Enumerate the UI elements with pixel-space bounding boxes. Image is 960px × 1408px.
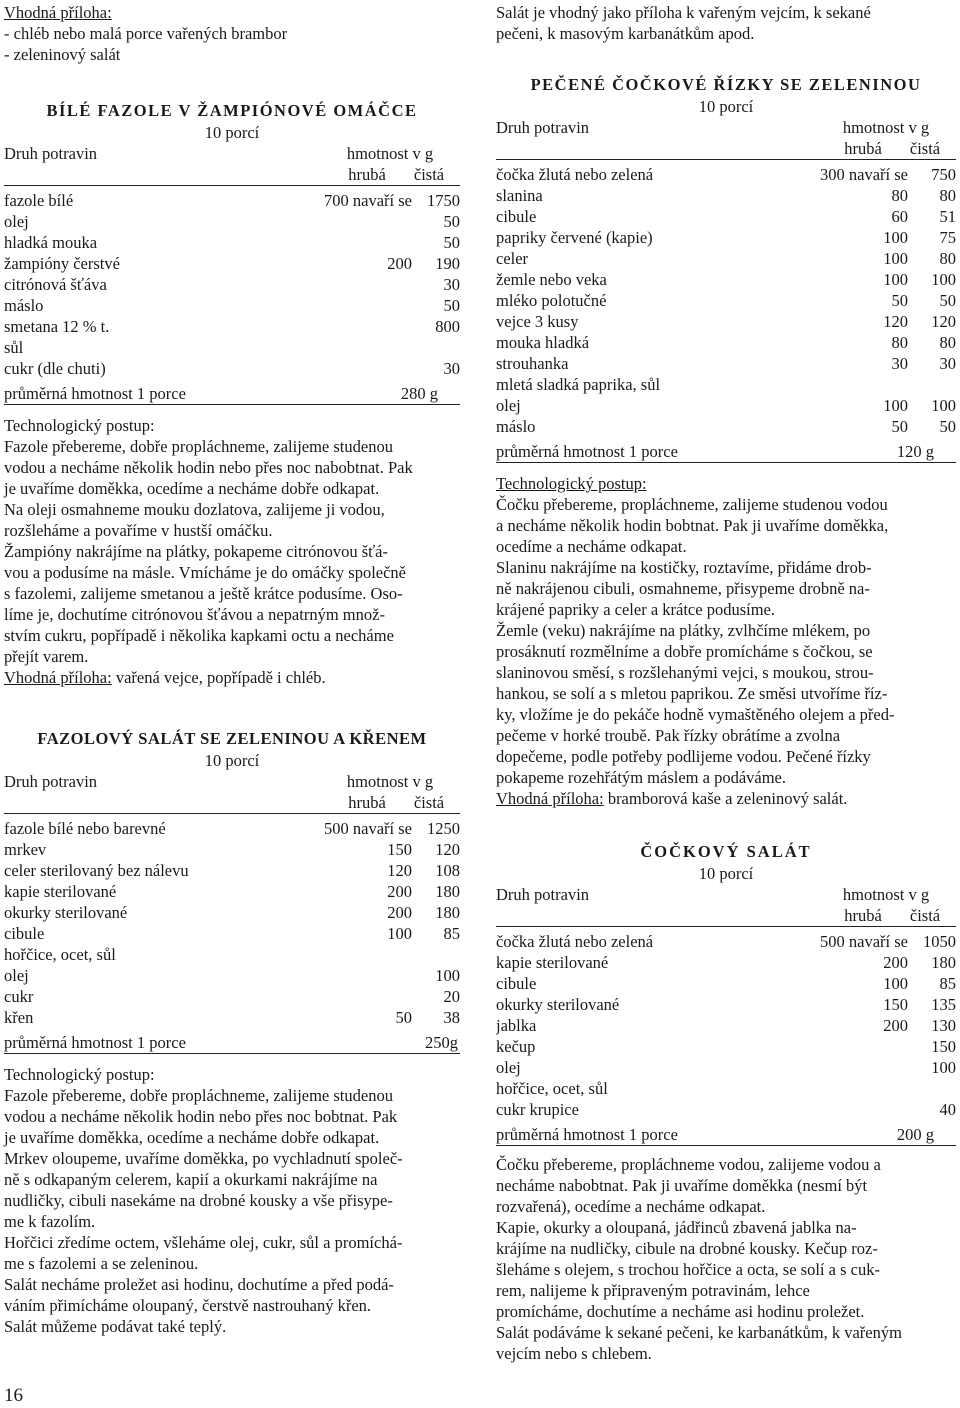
text-line: je uvaříme doměkka, ocedíme a necháme dobře odkapat.: [4, 1128, 380, 1147]
text-line: Salát podáváme k sekané pečeni, ke karbanátkům, k vařeným: [496, 1323, 902, 1342]
ingredient-name: křen: [4, 1008, 34, 1027]
ingredient-net: [908, 1078, 956, 1099]
ingredient-name: fazole bílé: [4, 191, 74, 210]
table-header: [496, 117, 956, 138]
text-line: je uvaříme doměkka, ocedíme a necháme dobře odkapat.: [4, 479, 380, 498]
ingredient-net: 50: [939, 291, 956, 310]
ingredient-net: 1750: [427, 191, 460, 210]
recipe-title: PEČENÉ ČOČKOVÉ ŘÍZKY SE ZELENINOU: [530, 75, 922, 94]
text-line: Na oleji osmahneme mouku dozlatova, zalijeme ji vodou,: [4, 500, 385, 519]
col-gross: hrubá: [844, 139, 882, 158]
col-food: Druh potravin: [496, 118, 590, 137]
text-line: Salát je vhodný jako příloha k vařeným vejcím, k sekané: [496, 3, 871, 22]
ingredient-net: 100: [435, 966, 460, 985]
average-weight: [4, 383, 460, 405]
ingredient-row: [496, 931, 956, 952]
ingredient-row: [4, 253, 460, 274]
text-line: Fazole přebereme, dobře propláchneme, zalijeme studenou: [4, 1086, 393, 1105]
ingredient-row: [496, 1015, 956, 1036]
ingredient-table: [4, 818, 460, 1028]
ingredient-table: [4, 190, 460, 379]
text-line: Mrkev oloupeme, uvaříme doměkka, po vychladnutí společ-: [4, 1149, 403, 1168]
table-subheader: [4, 792, 460, 814]
left-column: [4, 0, 460, 1337]
ingredient-row: [4, 923, 460, 944]
ingredient-gross: 200: [883, 953, 908, 972]
ingredient-name: olej: [496, 1058, 521, 1077]
ingredient-net: 100: [931, 396, 956, 415]
ingredient-gross: 120: [883, 312, 908, 331]
ingredient-row: [4, 818, 460, 839]
table-header: [4, 771, 460, 792]
ingredient-row: [4, 211, 460, 232]
ingredient-gross: 500 navaří se: [820, 932, 908, 951]
ingredient-row: [496, 374, 956, 395]
ingredient-net: 120: [931, 312, 956, 331]
ingredient-net: 180: [435, 882, 460, 901]
recipe-text: [496, 1154, 956, 1364]
ingredient-table: [496, 931, 956, 1120]
ingredient-name: smetana 12 % t.: [4, 317, 110, 336]
ingredient-row: [496, 1036, 956, 1057]
ingredient-row: [496, 269, 956, 290]
text-line: Fazole přebereme, dobře propláchneme, zalijeme studenou: [4, 437, 393, 456]
text-line: promícháme, dochutíme a necháme asi hodinu proležet.: [496, 1302, 865, 1321]
recipe-text: [4, 436, 460, 667]
ingredient-row: [4, 860, 460, 881]
avg-value: 120 g: [896, 442, 934, 461]
text-line: šleháme s olejem, s trochou hořčice a octa, se solí a s cuk-: [496, 1260, 880, 1279]
ingredient-net: 20: [443, 987, 460, 1006]
ingredient-net: 180: [435, 903, 460, 922]
text-line: me k fazolím.: [4, 1212, 96, 1231]
ingredient-net: 85: [443, 924, 460, 943]
ingredient-gross: 100: [883, 228, 908, 247]
ingredient-net: 108: [435, 861, 460, 880]
ingredient-gross: 100: [883, 249, 908, 268]
ingredient-row: [4, 295, 460, 316]
ingredient-row: [4, 1007, 460, 1028]
intro-label: Vhodná příloha:: [4, 3, 112, 22]
portions: 10 porcí: [204, 123, 260, 142]
ingredient-net: 1050: [923, 932, 956, 951]
text-line: vou a podusíme na másle. Vmícháme je do omáčky společně: [4, 563, 407, 582]
ingredient-row: [4, 881, 460, 902]
ingredient-name: mletá sladká paprika, sůl: [496, 375, 661, 394]
text-line: Hořčici zředíme octem, všleháme olej, cukr, sůl a promíchá-: [4, 1233, 403, 1252]
text-line: Žampióny nakrájíme na plátky, pokapeme citrónovou šťá-: [4, 542, 388, 561]
col-net: čistá: [413, 165, 445, 184]
ingredient-name: kapie sterilované: [4, 882, 117, 901]
portions: 10 porcí: [204, 751, 260, 770]
side-text: bramborová kaše a zeleninový salát.: [603, 789, 848, 808]
side-label: Vhodná příloha:: [4, 668, 112, 687]
intro-text: [496, 2, 956, 44]
text-line: rozšleháme a povaříme v hustší omáčku.: [4, 521, 273, 540]
side-text: vařená vejce, popřípadě i chléb.: [111, 668, 326, 687]
ingredient-gross: 700 navaří se: [324, 191, 412, 210]
col-food: Druh potravin: [4, 772, 98, 791]
ingredient-gross: 50: [891, 417, 908, 436]
ingredient-net: 30: [443, 275, 460, 294]
avg-value: 250g: [425, 1033, 458, 1052]
recipe-text: [496, 494, 956, 788]
recipe-title: BÍLÉ FAZOLE V ŽAMPIÓNOVÉ OMÁČCE: [46, 101, 418, 120]
ingredient-name: slanina: [496, 186, 543, 205]
text-line: vejcím nebo s chlebem.: [496, 1344, 652, 1363]
ingredient-net: [412, 944, 460, 965]
ingredient-row: [496, 248, 956, 269]
avg-value: 200 g: [896, 1125, 934, 1144]
ingredient-net: 120: [435, 840, 460, 859]
ingredient-net: 85: [939, 974, 956, 993]
ingredient-net: 40: [939, 1100, 956, 1119]
col-gross: hrubá: [348, 793, 386, 812]
ingredient-net: 80: [939, 333, 956, 352]
text-line: Čočku přebereme, propláchneme, zalijeme studenou vodou: [496, 495, 888, 514]
table-subheader: [4, 164, 460, 186]
ingredient-net: 80: [939, 186, 956, 205]
ingredient-table: [496, 164, 956, 437]
ingredient-gross: 300 navaří se: [820, 165, 908, 184]
ingredient-name: hladká mouka: [4, 233, 98, 252]
ingredient-name: vejce 3 kusy: [496, 312, 579, 331]
ingredient-name: cukr krupice: [496, 1100, 579, 1119]
ingredient-name: strouhanka: [496, 354, 569, 373]
ingredient-net: 100: [931, 270, 956, 289]
text-line: stvím cukru, popřípadě i několika kapkami octu a necháme: [4, 626, 394, 645]
col-gross: hrubá: [844, 906, 882, 925]
ingredient-name: sůl: [4, 338, 24, 357]
portions: 10 porcí: [698, 864, 754, 883]
table-subheader: [496, 905, 956, 927]
ingredient-net: 800: [435, 317, 460, 336]
text-line: váním přimícháme oloupaný, čerstvě nastrouhaný křen.: [4, 1296, 372, 1315]
ingredient-row: [4, 316, 460, 337]
ingredient-gross: 200: [883, 1016, 908, 1035]
ingredient-name: citrónová šťáva: [4, 275, 107, 294]
ingredient-net: 180: [931, 953, 956, 972]
text-line: přejít varem.: [4, 647, 89, 666]
ingredient-row: [4, 358, 460, 379]
ingredient-row: [496, 973, 956, 994]
ingredient-row: [4, 337, 460, 358]
ingredient-row: [4, 190, 460, 211]
ingredient-name: hořčice, ocet, sůl: [4, 945, 116, 964]
text-line: pečeme v horké troubě. Pak řízky obrátíme a zvolna: [496, 726, 841, 745]
ingredient-net: 100: [931, 1058, 956, 1077]
side-dish: [496, 788, 956, 809]
ingredient-net: 51: [939, 207, 956, 226]
ingredient-net: 75: [939, 228, 956, 247]
text-line: ocedíme a necháme odkapat.: [496, 537, 687, 556]
table-header: [4, 143, 460, 164]
ingredient-row: [496, 164, 956, 185]
text-line: ně s odkapaným celerem, kapií a okurkami nakrájíme na: [4, 1170, 378, 1189]
ingredient-row: [496, 395, 956, 416]
ingredient-net: 30: [939, 354, 956, 373]
text-line: necháme nabobtnat. Pak ji uvaříme doměkka (nesmí být: [496, 1176, 868, 1195]
ingredient-name: olej: [4, 212, 29, 231]
ingredient-net: 80: [939, 249, 956, 268]
ingredient-row: [496, 994, 956, 1015]
ingredient-row: [496, 206, 956, 227]
recipe-title: FAZOLOVÝ SALÁT SE ZELENINOU A KŘENEM: [37, 729, 427, 748]
recipe-text: [4, 1085, 460, 1337]
ingredient-row: [4, 839, 460, 860]
ingredient-row: [4, 902, 460, 923]
ingredient-name: mrkev: [4, 840, 47, 859]
ingredient-gross: 500 navaří se: [324, 819, 412, 838]
avg-label: průměrná hmotnost 1 porce: [4, 1033, 186, 1052]
col-weight: hmotnost v g: [842, 885, 930, 904]
ingredient-gross: 100: [883, 974, 908, 993]
text-line: krájíme na nudličky, cibule na drobné kousky. Kečup roz-: [496, 1239, 878, 1258]
ingredient-gross: 150: [883, 995, 908, 1014]
ingredient-row: [4, 232, 460, 253]
ingredient-row: [496, 290, 956, 311]
recipe-title: ČOČKOVÝ SALÁT: [640, 842, 812, 861]
ingredient-row: [496, 227, 956, 248]
ingredient-name: máslo: [4, 296, 44, 315]
average-weight: [496, 441, 956, 463]
ingredient-net: 135: [931, 995, 956, 1014]
page-number: 16: [4, 1385, 23, 1406]
ingredient-row: [4, 274, 460, 295]
ingredient-net: 130: [931, 1016, 956, 1035]
text-line: rozvařená), ocedíme a necháme odkapat.: [496, 1197, 766, 1216]
average-weight: [496, 1124, 956, 1146]
ingredient-net: 50: [939, 417, 956, 436]
text-line: Salát můžeme podávat také teplý.: [4, 1317, 227, 1336]
ingredient-gross: 120: [387, 861, 412, 880]
ingredient-net: [412, 337, 460, 358]
ingredient-name: žemle nebo veka: [496, 270, 607, 289]
ingredient-name: mouka hladká: [496, 333, 590, 352]
ingredient-name: cibule: [496, 974, 537, 993]
ingredient-gross: 50: [891, 291, 908, 310]
col-weight: hmotnost v g: [842, 118, 930, 137]
text-line: prosáknutí rozmělníme a dobře promícháme s čočkou, se: [496, 642, 873, 661]
ingredient-name: papriky červené (kapie): [496, 228, 653, 247]
ingredient-net: 150: [931, 1037, 956, 1056]
avg-label: průměrná hmotnost 1 porce: [496, 1125, 678, 1144]
intro-line: - zeleninový salát: [4, 45, 121, 64]
text-line: dopečeme, podle potřeby podlijeme vodou. Pečené řízky: [496, 747, 871, 766]
text-line: líme je, dochutíme citrónovou šťávou a nepatrným množ-: [4, 605, 385, 624]
ingredient-gross: 200: [387, 903, 412, 922]
ingredient-net: 50: [443, 233, 460, 252]
ingredient-name: máslo: [496, 417, 536, 436]
avg-label: průměrná hmotnost 1 porce: [496, 442, 678, 461]
text-line: a necháme několik hodin bobtnat. Pak ji uvaříme doměkka,: [496, 516, 889, 535]
ingredient-name: fazole bílé nebo barevné: [4, 819, 166, 838]
right-column: [496, 0, 956, 1364]
text-line: pokapeme rozehřátým máslem a podáváme.: [496, 768, 787, 787]
text-line: pečeni, k masovým karbanátkům apod.: [496, 24, 755, 43]
table-subheader: [496, 138, 956, 160]
ingredient-row: [496, 952, 956, 973]
ingredient-name: čočka žlutá nebo zelená: [496, 165, 654, 184]
ingredient-net: [908, 374, 956, 395]
table-header: [496, 884, 956, 905]
ingredient-name: celer sterilovaný bez nálevu: [4, 861, 189, 880]
ingredient-name: okurky sterilované: [4, 903, 128, 922]
col-net: čistá: [909, 906, 941, 925]
ingredient-gross: 100: [387, 924, 412, 943]
ingredient-row: [4, 944, 460, 965]
avg-label: průměrná hmotnost 1 porce: [4, 384, 186, 403]
col-net: čistá: [909, 139, 941, 158]
ingredient-gross: 80: [891, 186, 908, 205]
ingredient-name: olej: [4, 966, 29, 985]
ingredient-name: hořčice, ocet, sůl: [496, 1079, 608, 1098]
text-line: ky, vložíme je do pekáče hodně vymaštěného olejem a před-: [496, 705, 895, 724]
ingredient-gross: 200: [387, 254, 412, 273]
ingredient-row: [496, 1078, 956, 1099]
ingredient-net: 38: [443, 1008, 460, 1027]
col-food: Druh potravin: [4, 144, 98, 163]
tech-label: Technologický postup:: [4, 1065, 155, 1084]
ingredient-net: 750: [931, 165, 956, 184]
text-line: slaninovou směsí, s rozšlehanými vejci, s moukou, strou-: [496, 663, 874, 682]
tech-label: Technologický postup:: [496, 474, 647, 493]
text-line: hankou, se solí a s mletou paprikou. Ze směsi utvoříme říz-: [496, 684, 888, 703]
ingredient-net: 50: [443, 296, 460, 315]
ingredient-gross: 100: [883, 270, 908, 289]
side-dish: [4, 667, 460, 688]
portions: 10 porcí: [698, 97, 754, 116]
side-label: Vhodná příloha:: [496, 789, 604, 808]
ingredient-name: kečup: [496, 1037, 536, 1056]
ingredient-name: olej: [496, 396, 521, 415]
text-line: s fazolemi, zalijeme smetanou a ještě krátce podusíme. Oso-: [4, 584, 403, 603]
col-weight: hmotnost v g: [346, 144, 434, 163]
col-food: Druh potravin: [496, 885, 590, 904]
intro-line: - chléb nebo malá porce vařených brambor: [4, 24, 288, 43]
text-line: Žemle (veku) nakrájíme na plátky, zvlhčíme mlékem, po: [496, 621, 871, 640]
text-line: rem, nalijeme k připraveným potravinám, lehce: [496, 1281, 810, 1300]
ingredient-net: 50: [443, 212, 460, 231]
text-line: krájené papriky a celer a krátce podusíme.: [496, 600, 775, 619]
ingredient-gross: 30: [891, 354, 908, 373]
ingredient-name: čočka žlutá nebo zelená: [496, 932, 654, 951]
ingredient-gross: 200: [387, 882, 412, 901]
ingredient-gross: 50: [395, 1008, 412, 1027]
ingredient-name: cukr: [4, 987, 34, 1006]
ingredient-gross: 60: [891, 207, 908, 226]
col-weight: hmotnost v g: [346, 772, 434, 791]
ingredient-gross: 150: [387, 840, 412, 859]
ingredient-name: cibule: [496, 207, 537, 226]
ingredient-name: celer: [496, 249, 529, 268]
text-line: ně nakrájenou cibuli, osmahneme, přisypeme drobně na-: [496, 579, 870, 598]
text-line: Salát necháme proležet asi hodinu, dochutíme a před podá-: [4, 1275, 394, 1294]
text-line: Slaninu nakrájíme na kostičky, roztavíme, přidáme drob-: [496, 558, 872, 577]
ingredient-name: cibule: [4, 924, 45, 943]
ingredient-name: cukr (dle chuti): [4, 359, 106, 378]
ingredient-row: [496, 185, 956, 206]
text-line: Kapie, okurky a oloupaná, jádřinců zbavená jablka na-: [496, 1218, 857, 1237]
ingredient-row: [4, 986, 460, 1007]
ingredient-name: okurky sterilované: [496, 995, 620, 1014]
ingredient-name: žampióny čerstvé: [4, 254, 120, 273]
average-weight: [4, 1032, 460, 1054]
ingredient-name: jablka: [496, 1016, 537, 1035]
ingredient-gross: 100: [883, 396, 908, 415]
tech-label: Technologický postup:: [4, 416, 155, 435]
ingredient-net: 30: [443, 359, 460, 378]
ingredient-row: [4, 965, 460, 986]
col-net: čistá: [413, 793, 445, 812]
avg-value: 280 g: [400, 384, 438, 403]
ingredient-gross: 80: [891, 333, 908, 352]
text-line: vodou a necháme několik hodin nebo přes noc nabobtnat. Pak: [4, 458, 413, 477]
ingredient-row: [496, 1099, 956, 1120]
ingredient-row: [496, 1057, 956, 1078]
ingredient-row: [496, 416, 956, 437]
col-gross: hrubá: [348, 165, 386, 184]
text-line: Čočku přebereme, propláchneme vodou, zalijeme vodou a: [496, 1155, 881, 1174]
ingredient-row: [496, 332, 956, 353]
text-line: me s fazolemi a se zeleninou.: [4, 1254, 199, 1273]
ingredient-row: [496, 311, 956, 332]
ingredient-name: kapie sterilované: [496, 953, 609, 972]
text-line: nudličky, cibuli nasekáme na drobné kousky a vše přisype-: [4, 1191, 393, 1210]
text-line: vodou a necháme několik hodin nebo přes noc bobtnat. Pak: [4, 1107, 398, 1126]
ingredient-name: mléko polotučné: [496, 291, 607, 310]
ingredient-net: 1250: [427, 819, 460, 838]
ingredient-row: [496, 353, 956, 374]
ingredient-net: 190: [435, 254, 460, 273]
